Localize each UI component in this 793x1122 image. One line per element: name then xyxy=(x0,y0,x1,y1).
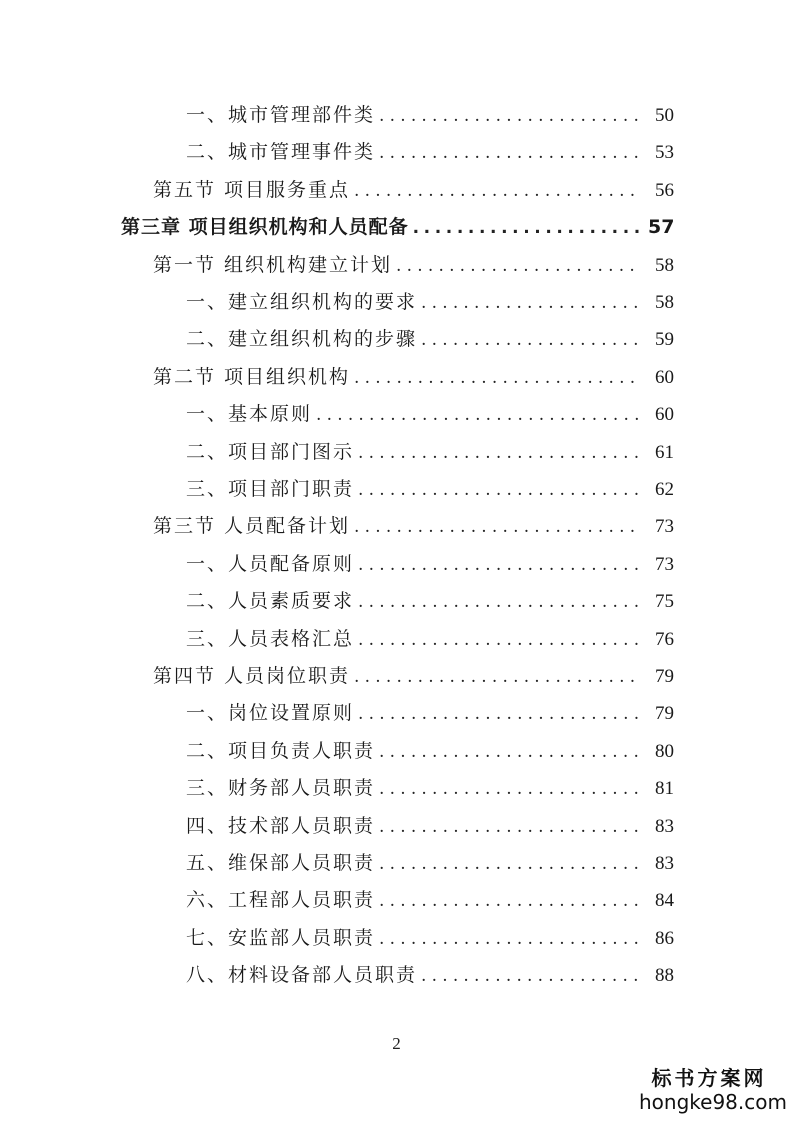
toc-dot-leader xyxy=(316,400,640,430)
toc-entry-label: 二、建立组织机构的步骤 xyxy=(186,328,418,351)
toc-entry[interactable] xyxy=(186,624,674,654)
toc-dot-leader xyxy=(421,288,640,318)
toc-dot-leader xyxy=(358,625,640,655)
toc-entry-label: 七、安监部人员职责 xyxy=(186,926,376,949)
toc-entry-page: 79 xyxy=(655,703,674,725)
toc-entry[interactable] xyxy=(153,250,674,280)
toc-dot-leader xyxy=(358,699,640,729)
toc-entry-label: 一、城市管理部件类 xyxy=(186,104,376,126)
toc-entry-label: 六、工程部人员职责 xyxy=(186,889,376,912)
toc-entry[interactable] xyxy=(186,923,674,953)
toc-entry[interactable] xyxy=(186,736,674,766)
toc-dot-leader xyxy=(379,138,640,168)
toc-entry[interactable] xyxy=(186,549,674,579)
toc-entry-label: 三、人员表格汇总 xyxy=(186,627,355,650)
toc-dot-leader xyxy=(354,363,640,393)
toc-entry[interactable] xyxy=(121,212,674,242)
toc-entry-page: 84 xyxy=(655,890,674,912)
toc-entry-page: 60 xyxy=(655,366,674,388)
toc-entry-label: 二、城市管理事件类 xyxy=(186,141,376,164)
toc-dot-leader xyxy=(379,774,640,804)
toc-entry-label: 第四节 人员岗位职责 xyxy=(153,665,351,687)
watermark-url: hongke98.com xyxy=(639,1090,787,1114)
toc-entry-page: 58 xyxy=(655,292,674,313)
toc-entry-page: 83 xyxy=(655,815,674,837)
toc-entry[interactable] xyxy=(186,474,674,504)
toc-entry-label: 第三章 项目组织机构和人员配备 xyxy=(121,216,409,239)
toc-entry[interactable] xyxy=(186,773,674,803)
toc-entry-page: 50 xyxy=(655,105,674,126)
toc-entry-page: 59 xyxy=(655,329,674,351)
toc-entry-label: 一、人员配备原则 xyxy=(186,552,355,575)
toc-entry-page: 81 xyxy=(655,778,674,800)
toc-dot-leader xyxy=(358,550,640,580)
toc-dot-leader xyxy=(379,924,640,954)
toc-entry[interactable] xyxy=(186,698,674,728)
toc-dot-leader xyxy=(379,812,640,842)
toc-dot-leader xyxy=(396,251,640,281)
toc-entry-label: 一、基本原则 xyxy=(186,403,313,426)
toc-entry-label: 第二节 项目组织机构 xyxy=(153,365,351,388)
toc-dot-leader xyxy=(358,475,640,505)
toc-entry-label: 三、项目部门职责 xyxy=(186,478,355,500)
toc-entry[interactable] xyxy=(186,324,674,354)
toc-entry-label: 八、材料设备部人员职责 xyxy=(186,964,418,987)
toc-entry-page: 75 xyxy=(655,591,674,613)
toc-entry[interactable] xyxy=(186,399,674,429)
toc-entry[interactable] xyxy=(186,811,674,841)
toc-entry-page: 60 xyxy=(655,404,674,426)
toc-entry-label: 一、建立组织机构的要求 xyxy=(186,291,418,313)
toc-entry-label: 第一节 组织机构建立计划 xyxy=(153,253,393,276)
toc-entry[interactable] xyxy=(186,100,674,130)
toc-entry[interactable] xyxy=(186,137,674,167)
toc-entry[interactable] xyxy=(153,175,674,205)
toc-entry-page: 57 xyxy=(648,216,675,239)
toc-dot-leader xyxy=(379,849,640,879)
toc-dot-leader xyxy=(358,587,640,617)
toc-dot-leader xyxy=(354,176,640,206)
toc-entry-label: 二、项目部门图示 xyxy=(186,440,355,463)
toc-entry-page: 80 xyxy=(655,740,674,762)
toc-entry-page: 88 xyxy=(655,965,674,987)
toc-entry[interactable] xyxy=(153,362,674,392)
toc-entry-page: 83 xyxy=(655,853,674,874)
toc-entry-label: 二、人员素质要求 xyxy=(186,590,355,613)
toc-entry[interactable] xyxy=(186,437,674,467)
toc-entry[interactable] xyxy=(186,848,674,878)
toc-entry[interactable] xyxy=(186,287,674,317)
toc-entry[interactable] xyxy=(153,661,674,691)
watermark-logo xyxy=(639,1066,787,1114)
toc-dot-leader xyxy=(358,438,640,468)
toc-entry-page: 58 xyxy=(655,254,674,276)
toc-entry-label: 第五节 项目服务重点 xyxy=(153,178,351,201)
toc-entry-label: 三、财务部人员职责 xyxy=(186,777,376,800)
toc-entry-page: 56 xyxy=(655,179,674,201)
toc-entry-page: 61 xyxy=(655,441,674,463)
watermark-name: 标书方案网 xyxy=(651,1066,767,1090)
toc-entry-page: 62 xyxy=(655,479,674,500)
toc-dot-leader xyxy=(354,512,640,542)
toc-dot-leader xyxy=(413,213,640,243)
toc-dot-leader xyxy=(421,325,640,355)
toc-dot-leader xyxy=(354,662,640,692)
toc-entry-label: 五、维保部人员职责 xyxy=(186,852,376,874)
toc-dot-leader xyxy=(379,101,640,131)
toc-entry[interactable] xyxy=(186,960,674,990)
toc-entry[interactable] xyxy=(186,586,674,616)
toc-entry[interactable] xyxy=(153,511,674,541)
toc-entry-label: 四、技术部人员职责 xyxy=(186,814,376,837)
page-number: 2 xyxy=(392,1034,401,1053)
toc-entry-page: 86 xyxy=(655,927,674,949)
toc-dot-leader xyxy=(379,737,640,767)
toc-dot-leader xyxy=(379,886,640,916)
toc-entry[interactable] xyxy=(186,885,674,915)
toc-entry-label: 二、项目负责人职责 xyxy=(186,739,376,762)
toc-entry-page: 76 xyxy=(655,628,674,650)
toc-entry-page: 79 xyxy=(655,666,674,687)
toc-entry-page: 73 xyxy=(655,516,674,538)
toc-entry-page: 73 xyxy=(655,553,674,575)
toc-dot-leader xyxy=(421,961,640,991)
toc-entry-label: 一、岗位设置原则 xyxy=(186,702,355,725)
toc-entry-page: 53 xyxy=(655,142,674,164)
toc-entry-label: 第三节 人员配备计划 xyxy=(153,515,351,538)
